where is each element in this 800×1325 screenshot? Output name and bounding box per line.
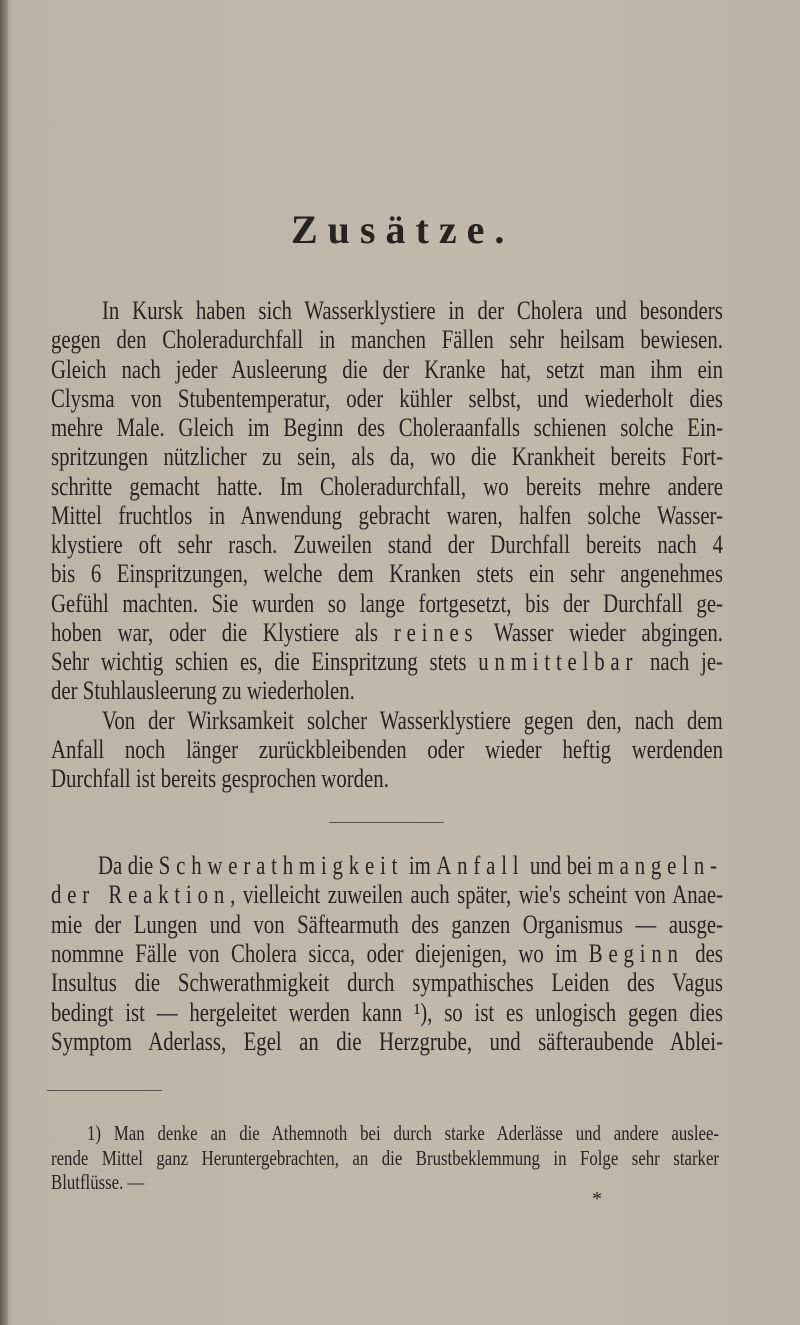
paragraph-line — [51, 647, 723, 677]
footnote-line — [51, 1146, 719, 1170]
text-segment: Symptom Aderlass, Egel an die Herzgrube, und säfteraubende Ablei- — [51, 1026, 723, 1056]
footnote-line — [51, 1170, 719, 1194]
paragraph-line — [51, 501, 723, 531]
text-segment: bis 6 Einspritzungen, welche dem Kranken stets ein sehr angenehmes — [51, 559, 723, 589]
text-segment: Von der Wirksamkeit solcher Wasserklystiere gegen den, nach dem — [102, 705, 723, 735]
text-segment: der Stuhlausleerung zu wiederholen. — [51, 676, 355, 706]
spaced-emphasis-text: Anfall — [436, 851, 525, 880]
text-segment: , vielleicht zuweilen auch später, wie's scheint von Anae- — [230, 880, 723, 910]
text-segment: 1) Man denke an die Athemnoth bei durch starke Aderlässe und andere auslee- — [87, 1121, 719, 1145]
paragraph-line — [51, 1027, 723, 1057]
paragraph-line — [51, 880, 723, 910]
paragraph-line — [98, 851, 723, 881]
text-segment: Insultus die Schwerathmigkeit durch sympathisches Leiden des Vagus — [51, 968, 723, 998]
paragraph-line — [51, 355, 723, 385]
spaced-emphasis-text: der Reaktion — [51, 880, 231, 910]
text-segment: mehre Male. Gleich im Beginn des Choleraanfalls schienen solche Ein- — [51, 413, 723, 442]
paragraph-line — [51, 618, 723, 648]
paragraph-line — [51, 325, 723, 355]
paragraph-line — [51, 764, 723, 794]
spaced-emphasis-text: reines — [393, 617, 479, 647]
paragraph-line — [51, 676, 723, 706]
text-segment: Wasser wieder abgingen. — [478, 617, 723, 647]
text-segment: und bei — [524, 851, 598, 880]
text-segment: Gleich nach jeder Ausleerung die der Kranke hat, setzt man ihm ein — [51, 354, 723, 384]
section-divider — [329, 822, 444, 823]
paragraph-line — [51, 530, 723, 560]
text-segment: schritte gemacht hatte. Im Choleradurchfall, wo bereits mehre andere — [51, 471, 723, 501]
text-segment: rende Mittel ganz Heruntergebrachten, an die Brustbeklemmung in Folge sehr starker — [51, 1145, 719, 1170]
text-segment: Mittel fruchtlos in Anwendung gebracht waren, halfen solche Wasser- — [51, 500, 723, 530]
spaced-emphasis-text: mangeln- — [597, 851, 723, 880]
paragraph-line — [51, 442, 723, 472]
text-segment: Da die — [98, 851, 159, 880]
paragraph-line — [51, 413, 723, 443]
text-segment: gegen den Choleradurchfall in manchen Fällen sehr heilsam bewiesen. — [51, 325, 723, 355]
text-segment: Durchfall ist bereits gesprochen worden. — [51, 764, 389, 793]
paragraph-line — [51, 472, 723, 502]
text-segment: des — [683, 938, 724, 968]
paragraph-line — [51, 910, 723, 940]
text-segment: nach je- — [638, 647, 723, 676]
text-segment: klystiere oft sehr rasch. Zuweilen stand der Durchfall bereits nach 4 — [51, 530, 723, 559]
paragraph-line — [51, 589, 723, 619]
text-segment: Blutflüsse. — — [51, 1170, 145, 1194]
page-title: Zusätze. — [291, 207, 515, 252]
paragraph-line — [51, 384, 723, 414]
text-segment: nommne Fälle von Cholera sicca, oder diejenigen, wo im — [51, 938, 589, 968]
book-spine-edge — [0, 0, 8, 1325]
text-segment: hoben war, oder die Klystiere als — [51, 617, 394, 647]
text-segment: mie der Lungen und von Säftearmuth des ganzen Organismus — ausge- — [51, 909, 723, 939]
text-segment: bedingt ist — hergeleitet werden kann ¹), so ist es unlogisch gegen dies — [51, 997, 723, 1027]
text-segment: Sehr wichtig schien es, die Einspritzung stets — [51, 647, 479, 676]
paragraph-line — [51, 735, 723, 765]
spaced-emphasis-text: unmittelbar — [478, 647, 639, 676]
paragraph-line — [51, 559, 723, 589]
paragraph-line — [51, 998, 723, 1028]
footnote-rule — [47, 1090, 162, 1091]
text-segment: In Kursk haben sich Wasserklystiere in der Cholera und besonders — [102, 296, 723, 325]
text-segment: spritzungen nützlicher zu sein, als da, wo die Krankheit bereits Fort- — [51, 442, 723, 472]
text-segment: Anfall noch länger zurückbleibenden oder wieder heftig werdenden — [51, 734, 723, 764]
paragraph-line — [51, 939, 723, 969]
text-segment: im — [403, 851, 437, 880]
paragraph-line — [102, 296, 723, 326]
paragraph-line — [51, 968, 723, 998]
spaced-emphasis-text: Schwerathmigkeit — [158, 851, 404, 880]
signature-mark: * — [592, 1188, 602, 1210]
text-segment: Gefühl machten. Sie wurden so lange fortgesetzt, bis der Durchfall ge- — [51, 588, 723, 618]
paragraph-line — [102, 706, 723, 736]
footnote-line — [87, 1121, 719, 1145]
text-segment: Clysma von Stubentemperatur, oder kühler selbst, und wiederholt dies — [51, 383, 723, 413]
spaced-emphasis-text: Beginn — [588, 938, 684, 968]
